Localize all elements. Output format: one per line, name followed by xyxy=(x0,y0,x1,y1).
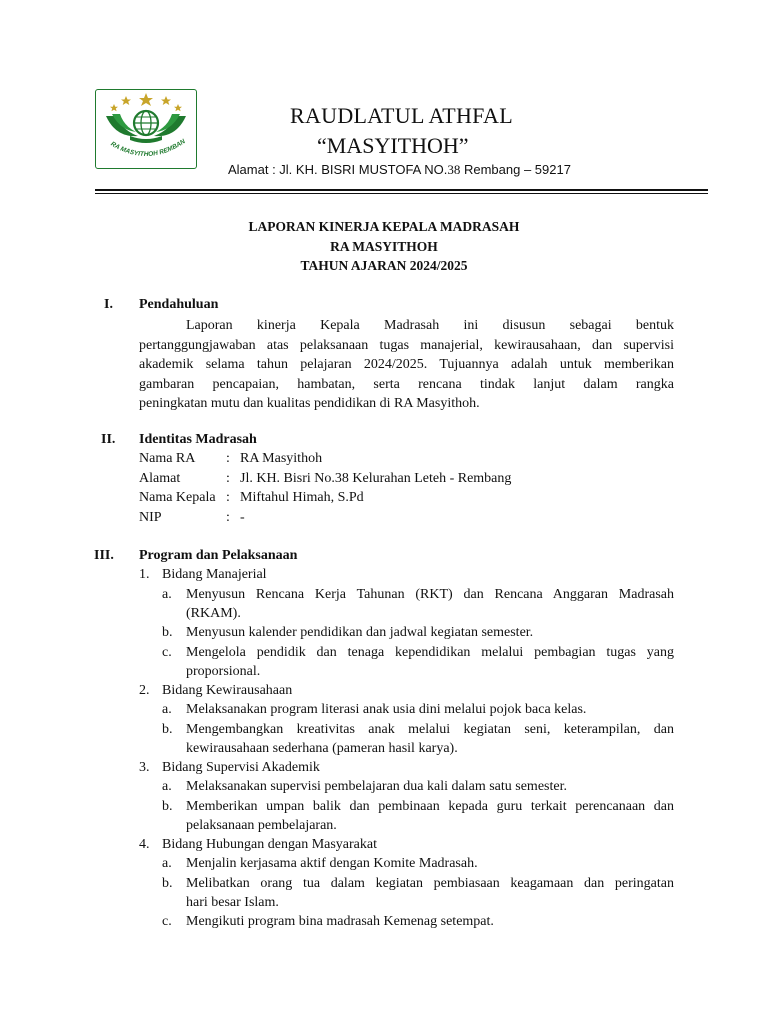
item-text: Menyusun kalender pendidikan dan jadwal kegiatan semester. xyxy=(186,625,534,640)
item-letter: c. xyxy=(162,914,172,929)
logo-text: RA MASYITHOH REMBAN xyxy=(109,138,187,159)
item-text: hari besar Islam. xyxy=(186,895,279,910)
group-title: Bidang Hubungan dengan Masyarakat xyxy=(162,837,377,852)
identity-label: Nama RA xyxy=(139,451,196,466)
identity-colon: : xyxy=(226,510,230,525)
group-title: Bidang Kewirausahaan xyxy=(162,683,293,698)
group-number: 3. xyxy=(139,760,150,775)
item-text: kewirausahaan sederhana (pameran hasil karya). xyxy=(186,741,458,756)
item-letter: b. xyxy=(162,876,173,891)
identity-value: Miftahul Himah, S.Pd xyxy=(240,490,364,505)
address-suffix: Rembang – 59217 xyxy=(460,162,571,177)
report-title-line3: TAHUN AJARAN 2024/2025 xyxy=(300,258,468,273)
item-text: (RKAM). xyxy=(186,606,241,621)
item-text: Mengikuti program bina madrasah Kemenag setempat. xyxy=(186,914,494,929)
identity-colon: : xyxy=(226,490,230,505)
item-text: Menyusun Rencana Kerja Tahunan (RKT) dan Rencana Anggaran Madrasah xyxy=(186,587,674,602)
section-number: I. xyxy=(104,297,113,312)
paragraph-line: Laporan kinerja Kepala Madrasah ini disusun sebagai bentuk xyxy=(186,318,674,333)
paragraph-line: pertanggungjawaban atas pelaksanaan tugas manajerial, kewirausahaan, dan supervisi xyxy=(139,337,674,353)
section-heading-pendahuluan: Pendahuluan xyxy=(139,297,219,312)
letterhead-rule-thin xyxy=(95,193,708,194)
logo-emblem-icon xyxy=(96,90,196,168)
item-text: Mengembangkan kreativitas anak melalui kegiatan seni, keterampilan, dan xyxy=(186,722,674,737)
group-number: 1. xyxy=(139,567,150,582)
identity-colon: : xyxy=(226,471,230,486)
school-subtitle: “MASYITHOH” xyxy=(317,133,469,158)
item-letter: b. xyxy=(162,799,173,814)
report-title-line2: RA MASYITHOH xyxy=(330,239,438,254)
group-title: Bidang Supervisi Akademik xyxy=(162,760,320,775)
item-text: Melaksanakan supervisi pembelajaran dua kali dalam satu semester. xyxy=(186,779,567,794)
item-letter: c. xyxy=(162,645,172,660)
school-logo xyxy=(95,89,197,169)
item-text: Mengelola pendidik dan tenaga kependidikan melalui pembagian tugas yang xyxy=(186,645,674,660)
school-address xyxy=(228,162,571,178)
identity-value: Jl. KH. Bisri No.38 Kelurahan Leteh - Rembang xyxy=(240,471,512,486)
section-heading-program: Program dan Pelaksanaan xyxy=(139,548,298,563)
paragraph-line: peningkatan mutu dan kualitas pendidikan di RA Masyithoh. xyxy=(139,396,480,412)
group-number: 2. xyxy=(139,683,150,698)
identity-value: RA Masyithoh xyxy=(240,451,323,466)
group-title: Bidang Manajerial xyxy=(162,567,267,582)
item-letter: a. xyxy=(162,702,172,717)
item-letter: a. xyxy=(162,856,172,871)
school-name: RAUDLATUL ATHFAL xyxy=(290,103,513,128)
group-number: 4. xyxy=(139,837,150,852)
item-text: Melibatkan orang tua dalam kegiatan pembiasaan keagamaan dan peringatan xyxy=(186,876,674,891)
paragraph-line: akademik selama tahun pelajaran 2024/2025. Tujuannya adalah untuk memberikan xyxy=(139,357,674,373)
section-heading-identitas: Identitas Madrasah xyxy=(139,432,257,447)
item-letter: b. xyxy=(162,722,173,737)
identity-value: - xyxy=(240,510,245,525)
item-text: Menjalin kerjasama aktif dengan Komite Madrasah. xyxy=(186,856,478,871)
identity-colon: : xyxy=(226,451,230,466)
address-prefix: Alamat : Jl. KH. BISRI MUSTOFA NO. xyxy=(228,162,448,177)
letterhead-rule-thick xyxy=(95,189,708,191)
item-letter: a. xyxy=(162,587,172,602)
item-text: pelaksanaan pembelajaran. xyxy=(186,818,337,833)
item-letter: b. xyxy=(162,625,173,640)
item-text: proporsional. xyxy=(186,664,261,679)
item-text: Memberikan umpan balik dan pembinaan kepada guru terkait perencanaan dan xyxy=(186,799,674,814)
item-text: Melaksanakan program literasi anak usia dini melalui pojok baca kelas. xyxy=(186,702,587,717)
paragraph-line: gambaran pencapaian, hambatan, serta rencana tindak lanjut dalam rangka xyxy=(139,376,674,392)
section-number: III. xyxy=(94,548,114,563)
intro-paragraph xyxy=(139,316,674,414)
identity-label: NIP xyxy=(139,510,162,525)
identity-label: Alamat xyxy=(139,471,181,486)
item-letter: a. xyxy=(162,779,172,794)
address-number: 38 xyxy=(447,162,461,177)
identity-label: Nama Kepala xyxy=(139,490,216,505)
section-number: II. xyxy=(101,432,116,447)
report-title-line1: LAPORAN KINERJA KEPALA MADRASAH xyxy=(248,219,520,234)
